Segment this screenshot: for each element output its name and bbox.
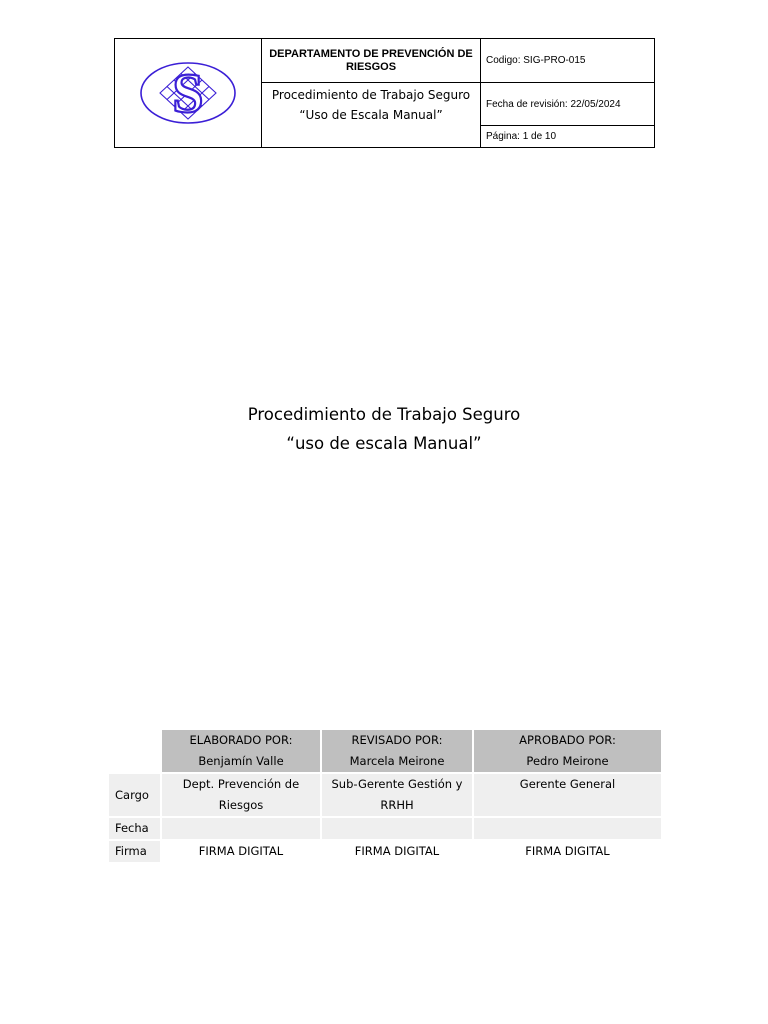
fecha-row	[109, 818, 661, 839]
reviewed-by-header	[322, 730, 472, 772]
elaborated-by-firma: FIRMA DIGITAL	[162, 841, 320, 862]
firma-label: Firma	[109, 841, 160, 862]
approved-by-header	[474, 730, 661, 772]
reviewed-by-firma: FIRMA DIGITAL	[322, 841, 472, 862]
elaborated-by-fecha	[162, 818, 320, 839]
elaborated-by-header	[162, 730, 320, 772]
approval-table	[107, 728, 663, 864]
document-title-line1: Procedimiento de Trabajo Seguro	[247, 405, 521, 424]
page-number: Página: 1 de 10	[486, 131, 557, 142]
approval-header-row	[109, 730, 661, 772]
procedure-title-cell	[262, 83, 481, 147]
approved-by-fecha	[474, 818, 661, 839]
reviewed-by-cargo: Sub-Gerente Gestión y RRHH	[322, 774, 472, 816]
logo-cell	[115, 39, 262, 147]
elaborated-by-name: Benjamín Valle	[198, 754, 284, 768]
company-logo	[138, 59, 238, 127]
firma-row	[109, 841, 661, 862]
document-title	[0, 400, 768, 458]
reviewed-by-fecha	[322, 818, 472, 839]
empty-corner-cell	[109, 730, 160, 772]
document-header	[114, 38, 655, 148]
reviewed-by-name: Marcela Meirone	[349, 754, 445, 768]
approved-by-cargo: Gerente General	[474, 774, 661, 816]
approved-by-name: Pedro Meirone	[526, 754, 609, 768]
department-name: DEPARTAMENTO DE PREVENCIÓN DE RIESGOS	[262, 39, 481, 83]
approved-by-firma: FIRMA DIGITAL	[474, 841, 661, 862]
cargo-row	[109, 774, 661, 816]
revision-date: Fecha de revisión: 22/05/2024	[481, 83, 654, 126]
procedure-title-line1: Procedimiento de Trabajo Seguro	[271, 88, 471, 102]
procedure-title-line2: “Uso de Escala Manual”	[299, 108, 443, 122]
fecha-label: Fecha	[109, 818, 160, 839]
document-code: Codigo: SIG-PRO-015	[481, 39, 654, 83]
elaborated-by-cargo: Dept. Prevención de Riesgos	[162, 774, 320, 816]
cargo-label: Cargo	[109, 774, 160, 816]
reviewed-by-role: REVISADO POR:	[351, 733, 443, 747]
logo-letter: S	[172, 63, 204, 125]
elaborated-by-role: ELABORADO POR:	[189, 733, 293, 747]
approved-by-role: APROBADO POR:	[519, 733, 616, 747]
document-title-line2: “uso de escala Manual”	[286, 434, 482, 453]
